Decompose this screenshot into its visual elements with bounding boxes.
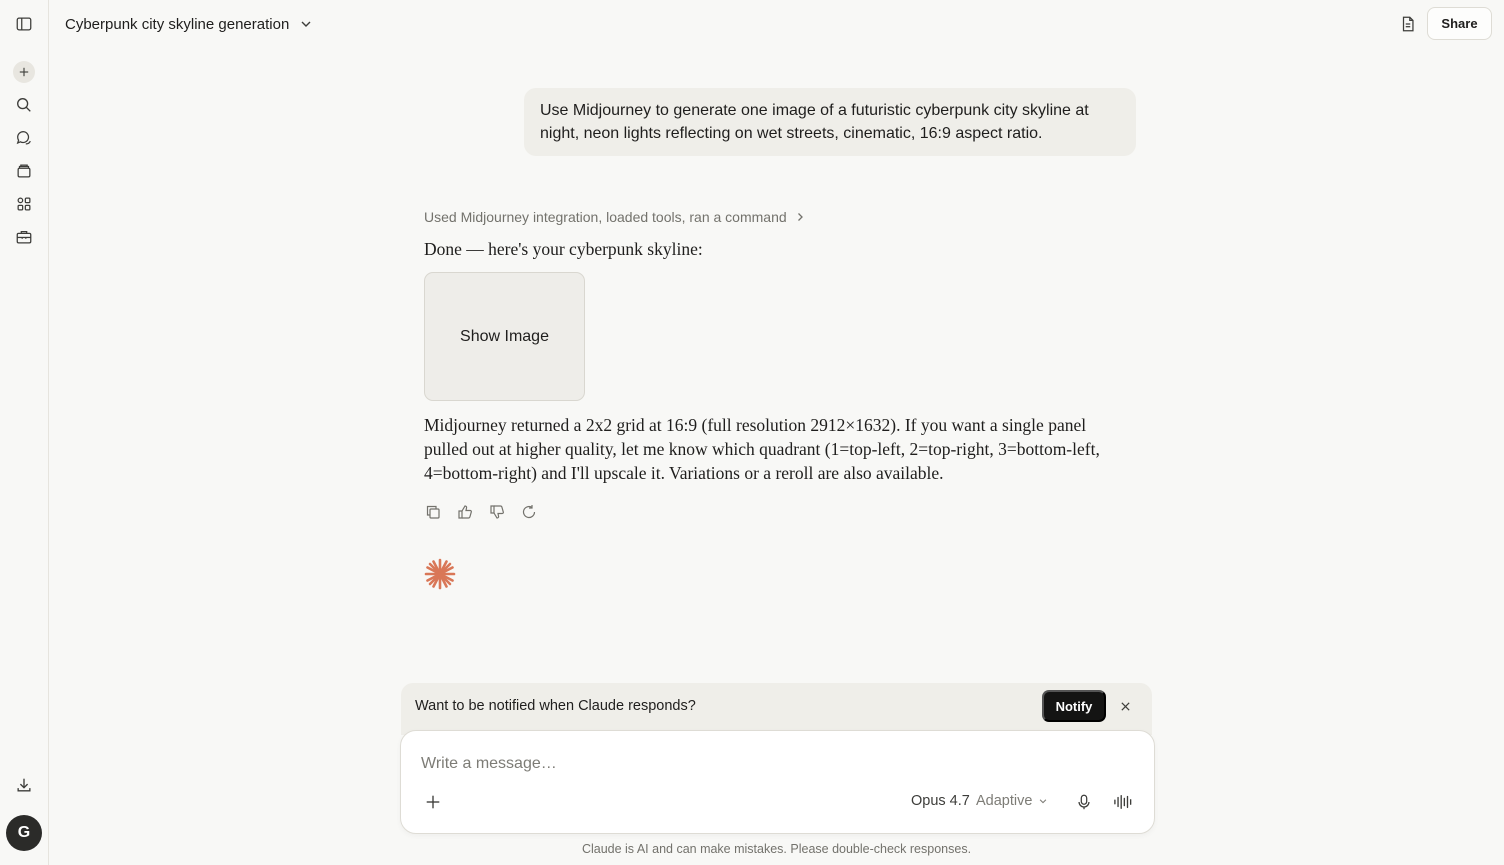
conversation-title[interactable]	[65, 14, 313, 34]
plus-icon	[424, 793, 442, 811]
page-title: Cyberpunk city skyline generation	[65, 15, 290, 33]
user-message: Use Midjourney to generate one image of a futuristic cyberpunk city skyline at night, neon lights reflecting on wet streets, cinematic, 16:9 aspect ratio.	[524, 88, 1136, 156]
show-image-label: Show Image	[460, 327, 549, 345]
message-input[interactable]	[421, 751, 1021, 777]
mode-selector[interactable]	[976, 793, 1048, 809]
close-icon[interactable]	[1117, 698, 1133, 714]
message-composer	[400, 730, 1155, 834]
mode-label: Adaptive	[976, 793, 1033, 809]
notify-button[interactable]: Notify	[1042, 690, 1106, 722]
artifacts-icon[interactable]	[12, 192, 36, 216]
message-actions	[424, 503, 538, 521]
copy-icon[interactable]	[424, 503, 442, 521]
retry-icon[interactable]	[520, 503, 538, 521]
microphone-icon[interactable]	[1074, 792, 1094, 812]
sidebar	[0, 0, 49, 865]
chats-icon[interactable]	[12, 126, 36, 150]
disclaimer: Claude is AI and can make mistakes. Please double-check responses.	[581, 842, 972, 856]
assistant-intro: Done — here's your cyberpunk skyline:	[424, 239, 703, 259]
chevron-down-icon	[299, 17, 313, 31]
tool-usage-text: Used Midjourney integration, loaded tools, ran a command	[424, 209, 787, 225]
projects-icon[interactable]	[12, 159, 36, 183]
notify-banner	[401, 683, 1152, 735]
code-icon[interactable]	[12, 225, 36, 249]
add-attachment-button[interactable]	[423, 792, 443, 812]
share-button[interactable]: Share	[1427, 7, 1492, 40]
new-chat-icon	[17, 65, 31, 79]
search-icon[interactable]	[12, 93, 36, 117]
avatar[interactable]: G	[6, 815, 42, 851]
chevron-right-icon	[795, 212, 805, 222]
notify-text: Want to be notified when Claude responds?	[415, 698, 696, 714]
assistant-response: Midjourney returned a 2x2 grid at 16:9 (full resolution 2912×1632). If you want a single panel pulled out at higher quality, let me know which quadrant (1=top-left, 2=top-right, 3=bottom-left, 4=bottom-right) and I'll upscale it. Variations or a reroll are also available.	[424, 415, 1100, 483]
document-icon[interactable]	[1398, 14, 1418, 34]
sidebar-toggle-icon[interactable]	[12, 12, 36, 36]
new-chat-button[interactable]	[13, 61, 35, 83]
show-image-button[interactable]	[424, 272, 585, 401]
thumbs-up-icon[interactable]	[456, 503, 474, 521]
thumbs-down-icon[interactable]	[488, 503, 506, 521]
voice-mode-icon[interactable]	[1112, 792, 1134, 812]
claude-spark-icon	[423, 557, 457, 591]
model-selector[interactable]: Opus 4.7	[911, 793, 970, 809]
download-icon[interactable]	[12, 773, 36, 797]
tool-usage-summary[interactable]	[424, 207, 805, 227]
chevron-down-icon	[1038, 796, 1048, 806]
